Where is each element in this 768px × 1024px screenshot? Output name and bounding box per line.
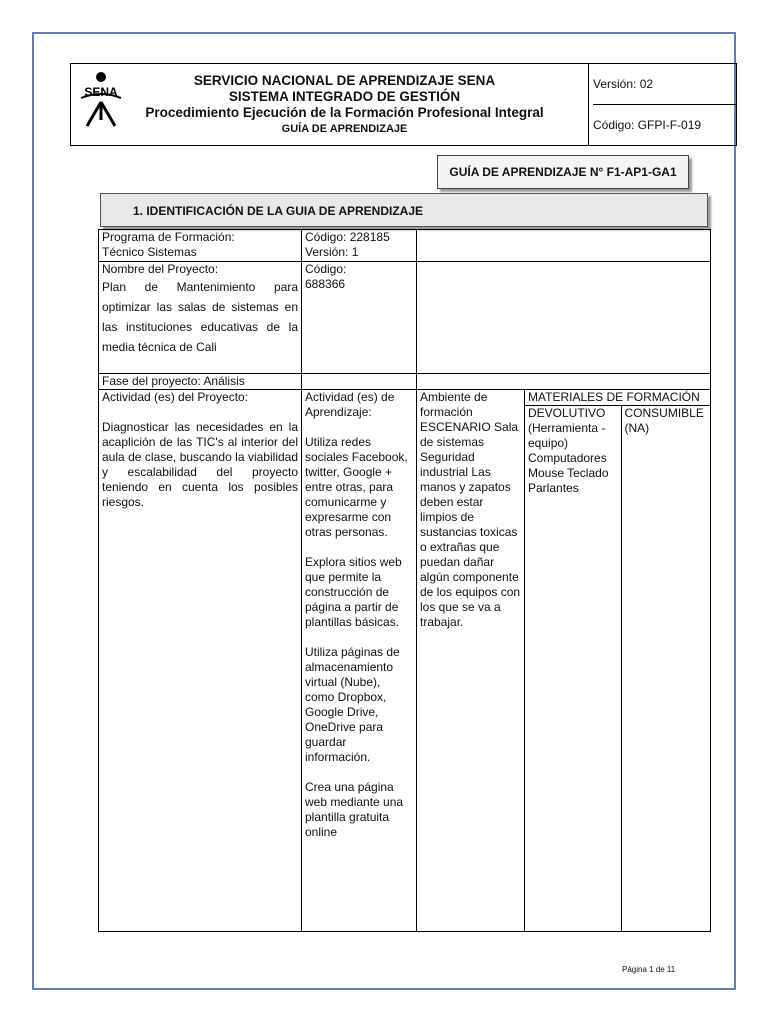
materials-title: MATERIALES DE FORMACIÓN <box>525 390 710 406</box>
phase-row <box>99 374 711 390</box>
learning-activity-3: Utiliza páginas de almacenamiento virtual (Nube), como Dropbox, Google Drive, OneDrive para guardar información. <box>305 645 400 764</box>
header-line-2: SISTEMA INTEGRADO DE GESTIÓN <box>228 88 461 104</box>
activity-project-label: Actividad (es) del Proyecto: <box>102 390 249 404</box>
project-label: Nombre del Proyecto: <box>102 262 219 276</box>
sena-logo <box>77 68 125 138</box>
consumible-text: CONSUMIBLE (NA) <box>624 406 704 435</box>
project-row <box>99 262 711 374</box>
sena-logo-text: SENA <box>84 85 118 99</box>
environment-text: Ambiente de formación ESCENARIO Sala de sistemas Seguridad industrial Las manos y zapatos deben estar limpios de sustancias toxicas o extrañas que puedan dañar algún componente de los equipos con los que se va a trabajar. <box>417 390 525 932</box>
project-code-label: Código: <box>305 262 347 276</box>
code-label: Código: GFPI-F-019 <box>593 118 702 132</box>
program-label: Programa de Formación: <box>102 230 235 244</box>
header-line-1: SERVICIO NACIONAL DE APRENDIZAJE SENA <box>193 72 496 88</box>
phase-label: Fase del proyecto: Análisis <box>99 374 302 390</box>
activity-project-value: Diagnosticar las necesidades en la acaplición de las TIC's al interior del aula de clase, buscando la viabilidad y escalabilidad del proyecto teniendo en cuenta los posibles riesgos. <box>102 420 298 509</box>
document-header <box>70 63 737 146</box>
devolutivo-text: DEVOLUTIVO (Herramienta - equipo) Computadores Mouse Teclado Parlantes <box>525 406 621 931</box>
project-value: Plan de Mantenimiento para optimizar las salas de sistemas en las instituciones educativas de la media técnica de Cali <box>102 280 298 354</box>
program-code: Código: 228185 <box>305 230 390 244</box>
identification-table <box>98 229 711 932</box>
page-number: Página 1 de 11 <box>622 965 676 974</box>
version-label: Versión: 02 <box>593 64 736 105</box>
section-title: 1. IDENTIFICACIÓN DE LA GUIA DE APRENDIZAJE <box>100 193 708 227</box>
program-version: Versión: 1 <box>305 245 359 259</box>
learning-activities-label: Actividad (es) de Aprendizaje: <box>305 390 395 419</box>
header-line-4: GUÍA DE APRENDIZAJE <box>281 122 408 135</box>
program-value: Técnico Sistemas <box>102 245 197 259</box>
header-meta-cell <box>589 64 737 146</box>
materials-table <box>525 406 711 931</box>
header-line-3: Procedimiento Ejecución de la Formación Profesional Integral <box>145 104 544 120</box>
learning-activity-2: Explora sitios web que permite la construcción de página a partir de plantillas básicas. <box>305 555 402 629</box>
program-row <box>99 230 711 262</box>
learning-activity-4: Crea una página web mediante una plantilla gratuita online <box>305 780 404 839</box>
header-title-cell <box>71 64 589 146</box>
guide-title: GUÍA DE APRENDIZAJE N° F1-AP1-GA1 <box>437 155 689 189</box>
activities-row <box>99 390 711 932</box>
learning-activity-1: Utiliza redes sociales Facebook, twitter, Google + entre otras, para comunicarme y expresarme con otras personas. <box>305 435 408 539</box>
project-code-value: 688366 <box>305 277 346 291</box>
